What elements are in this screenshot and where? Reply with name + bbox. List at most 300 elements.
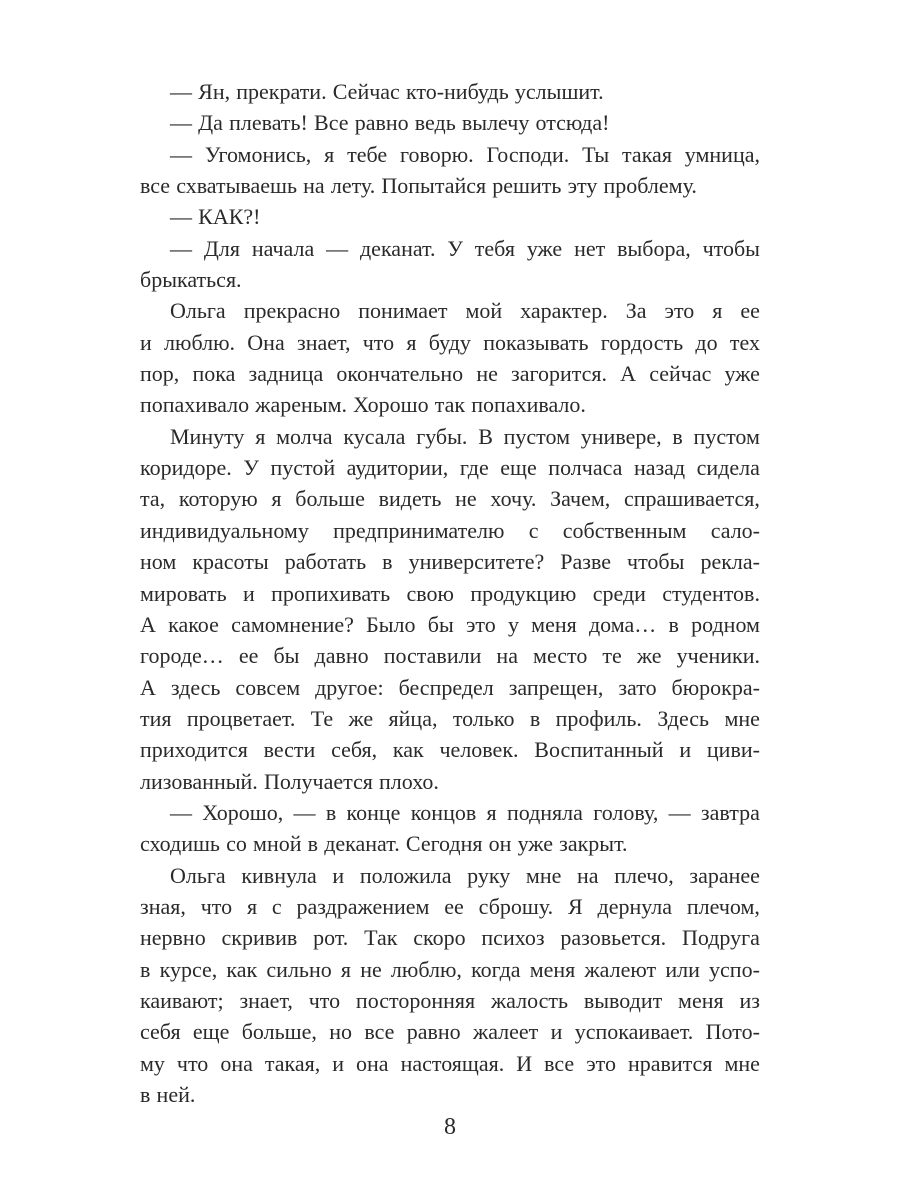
word: губы. <box>416 423 468 449</box>
word: все <box>364 1019 395 1045</box>
word: Зачем, <box>550 486 611 512</box>
word: Разве <box>560 549 611 575</box>
word: Минуту <box>170 423 245 449</box>
word: дома… <box>588 611 657 637</box>
word: аудитории, <box>346 455 449 481</box>
text-line <box>140 107 760 138</box>
text-line <box>140 640 760 671</box>
word: плохо. <box>379 768 439 794</box>
word: что <box>308 987 341 1013</box>
word: скривив <box>221 925 298 951</box>
word: профиль. <box>555 705 642 731</box>
word: плевать! <box>229 110 308 136</box>
word: же <box>348 705 374 731</box>
word: попахивало. <box>471 392 586 418</box>
word: Угомонись, <box>204 141 312 167</box>
word: Ты <box>582 141 610 167</box>
word: деканат. <box>359 235 436 261</box>
paragraph-text <box>140 76 760 1110</box>
word: плечо, <box>614 862 674 888</box>
word: пропихивать <box>271 580 391 606</box>
word: А <box>140 611 156 637</box>
word: знает, <box>297 329 351 355</box>
word: начала <box>251 235 315 261</box>
word: концов <box>410 799 477 825</box>
word: давно <box>314 643 369 669</box>
word: я <box>324 141 335 167</box>
word: Ольга <box>170 298 226 324</box>
word: те <box>602 643 622 669</box>
word: эту <box>567 173 598 199</box>
word: подняла <box>506 799 583 825</box>
word: только <box>452 705 515 731</box>
word: — <box>170 235 192 261</box>
text-line <box>140 389 760 420</box>
word: мной <box>253 831 302 857</box>
word: и <box>332 862 345 888</box>
word: У <box>243 455 259 481</box>
word: все <box>544 1050 575 1076</box>
word: положила <box>359 862 452 888</box>
word: мировать <box>140 580 227 606</box>
word: ее <box>740 298 760 324</box>
word: выводит <box>583 987 663 1013</box>
text-line <box>140 828 760 859</box>
word: мой <box>465 298 503 324</box>
word: еще <box>192 1019 230 1045</box>
word: Пото- <box>705 1019 760 1045</box>
word: родном <box>691 611 760 637</box>
word: не <box>476 361 498 387</box>
word: — <box>293 799 316 825</box>
word: пустой <box>270 455 336 481</box>
word: нравится <box>627 1050 713 1076</box>
word: Для <box>203 235 240 261</box>
word: такая, <box>264 1050 321 1076</box>
word: нервно <box>140 925 206 951</box>
word: А <box>620 361 637 387</box>
text-line <box>140 672 760 703</box>
text-line <box>140 766 760 797</box>
word: настоящая. <box>400 1050 505 1076</box>
word: в <box>668 611 679 637</box>
word: разовьется. <box>560 925 667 951</box>
word: же <box>636 643 662 669</box>
word: тех <box>729 329 760 355</box>
text-line <box>140 1048 760 1079</box>
word: это <box>586 1050 616 1076</box>
word: я <box>712 298 723 324</box>
word: здесь <box>170 674 221 700</box>
word: Сегодня <box>405 831 483 857</box>
text-line <box>140 421 760 452</box>
word: яйца, <box>388 705 438 731</box>
word: все <box>140 173 171 199</box>
word: деканат. <box>324 831 400 857</box>
text-line <box>140 233 760 264</box>
word: не <box>360 956 382 982</box>
word: процветает. <box>186 705 296 731</box>
word: закрыт. <box>559 831 628 857</box>
word: так <box>434 392 466 418</box>
word: скоро <box>413 925 466 951</box>
word: У <box>447 235 463 261</box>
text-line <box>140 1016 760 1047</box>
word: приходится <box>140 737 248 763</box>
word: тия <box>140 705 172 731</box>
word: кусала <box>343 423 406 449</box>
word: мне <box>724 1050 760 1076</box>
word: умница, <box>684 141 760 167</box>
text-line <box>140 452 760 483</box>
word: кто-нибудь <box>405 79 509 104</box>
word: окончательно <box>336 361 464 387</box>
word: я <box>340 956 352 982</box>
text-line <box>140 578 760 609</box>
word: сидела <box>696 455 760 481</box>
word: зато <box>618 674 657 700</box>
text-line <box>140 358 760 389</box>
word: индивидуальному <box>140 517 309 543</box>
word: назад <box>633 455 686 481</box>
word: Да <box>198 110 223 136</box>
word: равно <box>354 110 409 136</box>
word: та, <box>140 486 166 512</box>
word: я <box>406 329 417 355</box>
word: бюрокра- <box>671 674 760 700</box>
text-line <box>140 922 760 953</box>
word: прекрасно <box>243 298 341 324</box>
word: Я <box>567 893 583 919</box>
word: в <box>325 799 337 825</box>
word: где <box>459 455 489 481</box>
word: уже <box>724 361 760 387</box>
word: жалость <box>490 987 569 1013</box>
text-line <box>140 703 760 734</box>
word: лизованный. <box>140 768 258 794</box>
word: в <box>672 423 683 449</box>
word: сало- <box>710 517 760 543</box>
word: показывать <box>483 329 589 355</box>
text-line <box>140 860 760 891</box>
word: я <box>255 423 266 449</box>
text-line <box>140 1079 760 1110</box>
word: Попытайся <box>381 173 487 199</box>
word: коридоре. <box>140 455 232 481</box>
word: психоз <box>481 925 545 951</box>
word: нет <box>574 235 606 261</box>
word: и <box>332 1050 345 1076</box>
text-line <box>140 170 760 201</box>
word: спрашивается, <box>624 486 760 512</box>
word: дернула <box>597 893 673 919</box>
word: каивают; <box>140 987 224 1013</box>
word: это <box>465 611 496 637</box>
word: это <box>664 298 695 324</box>
text-line <box>140 139 760 170</box>
word: загорится. <box>511 361 608 387</box>
text-line <box>140 797 760 828</box>
word: что <box>200 893 233 919</box>
word: на <box>577 862 599 888</box>
word: Ольга <box>170 862 226 888</box>
word: знает, <box>239 987 293 1013</box>
word: завтра <box>700 799 760 825</box>
word: среди <box>592 580 646 606</box>
word: буду <box>428 329 471 355</box>
text-line <box>140 483 760 514</box>
word: и <box>243 580 255 606</box>
word: человек. <box>439 737 519 763</box>
word: в <box>140 956 151 982</box>
word: на <box>303 173 325 199</box>
word: она <box>356 1050 389 1076</box>
word: такая <box>622 141 672 167</box>
word: лету. <box>330 173 376 199</box>
word: уже <box>526 235 563 261</box>
word: раздражением <box>296 893 430 919</box>
word: А <box>140 674 156 700</box>
word: поставили <box>383 643 482 669</box>
word: в <box>529 705 541 731</box>
word: Подруга <box>681 925 760 951</box>
word: Здесь <box>657 705 710 731</box>
word: не <box>455 486 477 512</box>
word: КАК?! <box>198 204 261 230</box>
word: на <box>496 643 518 669</box>
word: жалеет <box>473 1019 539 1045</box>
word: со <box>226 831 247 857</box>
word: прекрати. <box>236 79 327 104</box>
word: ее <box>238 643 259 669</box>
text-line <box>140 891 760 922</box>
word: курсе, <box>159 956 218 982</box>
word: беспредел <box>398 674 494 700</box>
word: сходишь <box>140 831 220 857</box>
word: Те <box>310 705 334 731</box>
text-line <box>140 985 760 1016</box>
word: — <box>170 79 192 104</box>
word: характер. <box>520 298 608 324</box>
page-number: 8 <box>444 1114 456 1140</box>
word: конце <box>346 799 401 825</box>
word: ведь <box>414 110 456 136</box>
word: брыкаться. <box>140 267 242 293</box>
word: отсюда! <box>535 110 610 136</box>
word: Ян, <box>198 79 231 104</box>
word: равно <box>406 1019 461 1045</box>
word: я <box>271 486 282 512</box>
word: ученики. <box>676 643 760 669</box>
text-line <box>140 609 760 640</box>
word: как <box>226 956 258 982</box>
word: тебя <box>474 235 515 261</box>
word: работать <box>284 549 367 575</box>
word: успокаивает. <box>574 1019 694 1045</box>
word: из <box>739 987 760 1013</box>
word: себя, <box>331 737 378 763</box>
word: Было <box>366 611 416 637</box>
word: циви- <box>706 737 760 763</box>
word: предпринимателю <box>333 517 505 543</box>
word: меня <box>529 956 576 982</box>
word: — <box>326 235 349 261</box>
word: жареным. <box>255 392 347 418</box>
word: — <box>668 799 691 825</box>
word: меня <box>531 611 577 637</box>
word: и <box>550 1019 563 1045</box>
word: пор, <box>140 361 180 387</box>
text-line <box>140 546 760 577</box>
word: проблему. <box>603 173 697 199</box>
word: с <box>528 517 539 543</box>
word: в <box>307 831 319 857</box>
word: сейчас <box>649 361 712 387</box>
text-line <box>140 515 760 546</box>
word: еще <box>500 455 537 481</box>
word: понимает <box>358 298 448 324</box>
word: уже <box>517 831 553 857</box>
word: Получается <box>263 768 373 794</box>
word: с <box>271 893 282 919</box>
word: Она <box>247 329 285 355</box>
word: он <box>488 831 512 857</box>
text-line <box>140 734 760 765</box>
book-page-body <box>140 76 760 1110</box>
word: ней. <box>156 1082 196 1107</box>
word: бы <box>273 643 300 669</box>
word: плечом, <box>686 893 760 919</box>
word: полчаса <box>548 455 623 481</box>
word: но <box>329 1019 352 1045</box>
word: хочу. <box>490 486 537 512</box>
word: в <box>382 549 393 575</box>
word: Воспитанный <box>534 737 664 763</box>
word: сброшу. <box>478 893 554 919</box>
word: в <box>140 1082 151 1107</box>
word: мне <box>724 705 760 731</box>
word: жалеют <box>584 956 657 982</box>
word: или <box>665 956 700 982</box>
word: задница <box>248 361 324 387</box>
word: — <box>170 141 192 167</box>
word: свою <box>406 580 454 606</box>
word: голову, <box>593 799 659 825</box>
word: запрещен, <box>508 674 604 700</box>
word: и <box>679 737 692 763</box>
word: му <box>140 1050 165 1076</box>
word: За <box>625 298 647 324</box>
word: которую <box>178 486 258 512</box>
word: рекла- <box>700 549 760 575</box>
word: выбора, <box>617 235 691 261</box>
word: рот. <box>313 925 349 951</box>
word: красоты <box>192 549 269 575</box>
text-line <box>140 295 760 326</box>
word: люблю. <box>164 329 236 355</box>
word: пустом <box>503 423 571 449</box>
word: тебе <box>347 141 388 167</box>
word: городе… <box>140 643 224 669</box>
word: совсем <box>235 674 301 700</box>
word: самомнение? <box>231 611 354 637</box>
word: сильно <box>266 956 332 982</box>
word: Так <box>364 925 398 951</box>
word: до <box>695 329 718 355</box>
word: она <box>220 1050 253 1076</box>
word: когда <box>471 956 521 982</box>
word: И <box>516 1050 533 1076</box>
text-line <box>140 76 760 107</box>
word: продукцию <box>470 580 577 606</box>
word: собственным <box>562 517 687 543</box>
word: какое <box>168 611 219 637</box>
word: как <box>392 737 424 763</box>
word: — <box>170 110 192 136</box>
text-line <box>140 954 760 985</box>
word: люблю, <box>390 956 462 982</box>
word: — <box>170 799 192 825</box>
word: пустом <box>693 423 760 449</box>
word: посторонняя <box>355 987 476 1013</box>
word: зная, <box>140 893 186 919</box>
word: Хорошо, <box>202 799 284 825</box>
word: ном <box>140 549 177 575</box>
word: решить <box>492 173 562 199</box>
word: Все <box>314 110 349 136</box>
word: и <box>140 329 152 355</box>
word: себя <box>140 1019 181 1045</box>
word: — <box>170 204 192 230</box>
word: Сейчас <box>332 79 400 104</box>
word: что <box>362 329 395 355</box>
word: гордость <box>600 329 684 355</box>
word: другое: <box>315 674 384 700</box>
word: вести <box>263 737 316 763</box>
word: заранее <box>689 862 760 888</box>
word: место <box>533 643 588 669</box>
word: говорю. <box>400 141 474 167</box>
word: попахивало <box>140 392 250 418</box>
word: видеть <box>378 486 442 512</box>
word: В <box>478 423 493 449</box>
word: больше, <box>241 1019 317 1045</box>
word: я <box>246 893 258 919</box>
word: бы <box>427 611 454 637</box>
word: студентов. <box>662 580 760 606</box>
word: у <box>507 611 519 637</box>
word: универе, <box>580 423 662 449</box>
text-line <box>140 264 760 295</box>
word: меня <box>678 987 724 1013</box>
word: успо- <box>709 956 760 982</box>
word: пока <box>192 361 236 387</box>
word: Хорошо <box>353 392 429 418</box>
word: чтобы <box>627 549 685 575</box>
word: ее <box>444 893 464 919</box>
word: Господи. <box>486 141 570 167</box>
word: что <box>176 1050 209 1076</box>
word: университете? <box>408 549 545 575</box>
word: я <box>486 799 497 825</box>
text-line <box>140 201 760 232</box>
word: услышит. <box>514 79 604 104</box>
word: руку <box>467 862 511 888</box>
word: чтобы <box>702 235 760 261</box>
word: схватываешь <box>176 173 297 199</box>
text-line <box>140 327 760 358</box>
word: молча <box>276 423 333 449</box>
